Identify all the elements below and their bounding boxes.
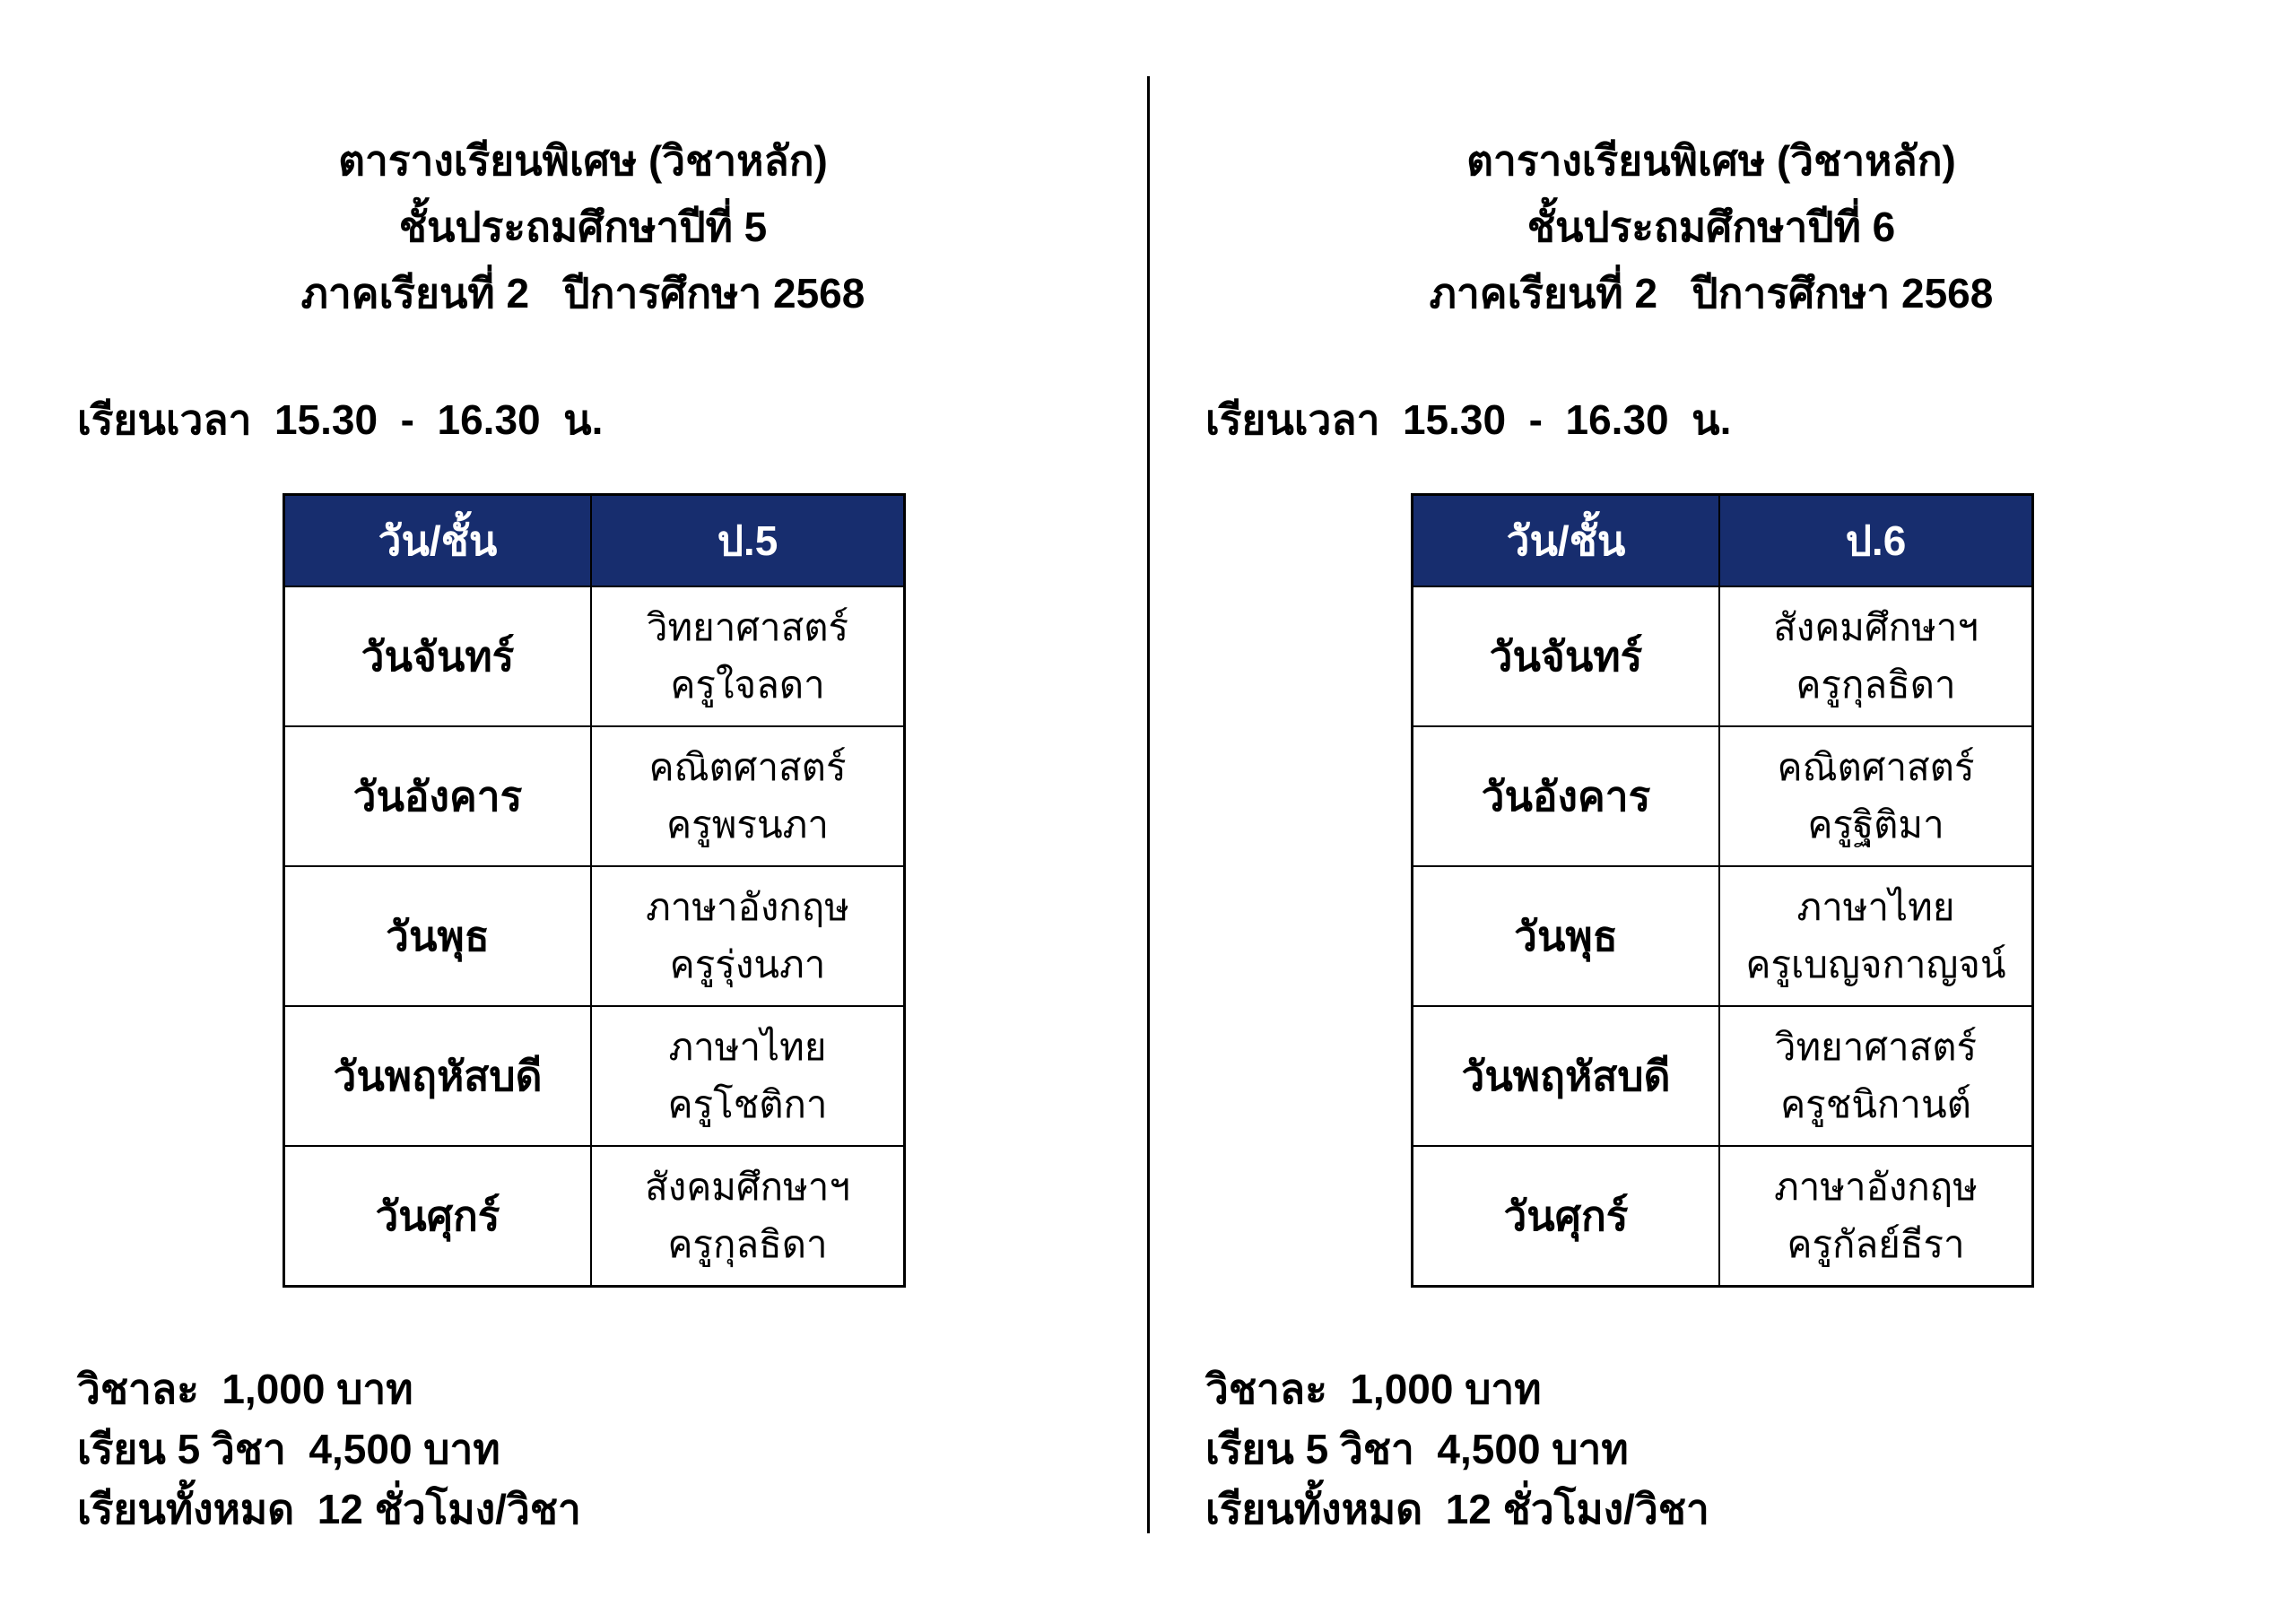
class-time-text: เรียนเวลา 15.30 - 16.30 น. bbox=[77, 396, 604, 443]
teacher-name: ครูเบญจกาญจน์ bbox=[1745, 943, 2006, 985]
subject-cell bbox=[592, 867, 903, 1005]
subject-name: ภาษาไทย bbox=[668, 1026, 827, 1068]
subject-cell bbox=[1720, 867, 2031, 1005]
schedule-panel-p6 bbox=[1182, 0, 2240, 1623]
table-row bbox=[1413, 1005, 2031, 1145]
table-row bbox=[1413, 1145, 2031, 1285]
table-row bbox=[1413, 725, 2031, 865]
semester-subtitle: ภาคเรียนที่ 2 ปีการศึกษา 2568 bbox=[300, 270, 865, 317]
day-cell: วันอังคาร bbox=[285, 727, 592, 865]
subject-cell bbox=[592, 727, 903, 865]
subject-name: ภาษาอังกฤษ bbox=[646, 886, 849, 928]
day-cell: วันศุกร์ bbox=[285, 1147, 592, 1285]
table-row bbox=[285, 725, 903, 865]
day-cell: วันพุธ bbox=[285, 867, 592, 1005]
table-row bbox=[1413, 586, 2031, 725]
subject-name: คณิตศาสตร์ bbox=[648, 746, 847, 788]
price-all-subjects: เรียน 5 วิชา 4,500 บาท bbox=[77, 1426, 500, 1472]
table-row bbox=[1413, 865, 2031, 1005]
price-per-subject: วิชาละ 1,000 บาท bbox=[77, 1366, 413, 1412]
subject-name: คณิตศาสตร์ bbox=[1777, 746, 1975, 788]
header-day-class: วัน/ชั้น bbox=[1413, 496, 1720, 586]
subject-name: สังคมศึกษาฯ bbox=[1773, 606, 1979, 648]
grade-subtitle: ชั้นประถมศึกษาปีที่ 5 bbox=[398, 204, 768, 250]
subject-name: ภาษาไทย bbox=[1796, 886, 1955, 928]
subject-cell bbox=[592, 587, 903, 725]
class-time-text: เรียนเวลา 15.30 - 16.30 น. bbox=[1205, 396, 1732, 443]
subject-name: วิทยาศาสตร์ bbox=[1774, 1026, 1978, 1068]
table-row bbox=[285, 586, 903, 725]
table-header-row bbox=[1413, 496, 2031, 586]
title-block bbox=[1182, 127, 2240, 326]
header-day-class: วัน/ชั้น bbox=[285, 496, 592, 586]
day-cell: วันจันทร์ bbox=[1413, 587, 1720, 725]
subject-cell bbox=[592, 1147, 903, 1285]
schedule-panel-p5 bbox=[54, 0, 1112, 1623]
subject-name: วิทยาศาสตร์ bbox=[646, 606, 849, 648]
day-cell: วันอังคาร bbox=[1413, 727, 1720, 865]
day-cell: วันพุธ bbox=[1413, 867, 1720, 1005]
vertical-divider bbox=[1147, 76, 1150, 1533]
total-hours: เรียนทั้งหมด 12 ชั่วโมง/วิชา bbox=[77, 1486, 581, 1532]
day-cell: วันศุกร์ bbox=[1413, 1147, 1720, 1285]
teacher-name: ครูใจลดา bbox=[670, 664, 825, 706]
title-block bbox=[54, 127, 1112, 326]
subject-cell bbox=[1720, 1147, 2031, 1285]
table-row bbox=[285, 865, 903, 1005]
subject-name: สังคมศึกษาฯ bbox=[645, 1166, 850, 1208]
semester-subtitle: ภาคเรียนที่ 2 ปีการศึกษา 2568 bbox=[1429, 270, 1994, 317]
total-hours: เรียนทั้งหมด 12 ชั่วโมง/วิชา bbox=[1205, 1486, 1709, 1532]
day-cell: วันพฤหัสบดี bbox=[285, 1007, 592, 1145]
header-grade: ป.5 bbox=[717, 517, 778, 564]
document-title: ตารางเรียนพิเศษ (วิชาหลัก) bbox=[1466, 137, 1956, 184]
subject-cell bbox=[592, 1007, 903, 1145]
document-title: ตารางเรียนพิเศษ (วิชาหลัก) bbox=[338, 137, 828, 184]
teacher-name: ครูฐิติมา bbox=[1807, 803, 1944, 846]
teacher-name: ครูกุลธิดา bbox=[1796, 664, 1956, 706]
table-header-row bbox=[285, 496, 903, 586]
teacher-name: ครูกัลย์ธีรา bbox=[1787, 1223, 1965, 1265]
schedule-table bbox=[1411, 493, 2034, 1288]
price-per-subject: วิชาละ 1,000 บาท bbox=[1205, 1366, 1542, 1412]
pricing-block bbox=[77, 1359, 581, 1540]
teacher-name: ครูโชติกา bbox=[667, 1083, 828, 1125]
teacher-name: ครูพรนภา bbox=[666, 803, 829, 846]
subject-cell bbox=[1720, 727, 2031, 865]
teacher-name: ครูชนิกานต์ bbox=[1780, 1083, 1971, 1125]
table-row bbox=[285, 1005, 903, 1145]
header-grade: ป.6 bbox=[1845, 517, 1907, 564]
table-row bbox=[285, 1145, 903, 1285]
subject-name: ภาษาอังกฤษ bbox=[1774, 1166, 1978, 1208]
subject-cell bbox=[1720, 587, 2031, 725]
day-cell: วันพฤหัสบดี bbox=[1413, 1007, 1720, 1145]
subject-cell bbox=[1720, 1007, 2031, 1145]
teacher-name: ครูรุ่งนภา bbox=[669, 943, 826, 985]
grade-subtitle: ชั้นประถมศึกษาปีที่ 6 bbox=[1526, 204, 1896, 250]
teacher-name: ครูกุลธิดา bbox=[667, 1223, 828, 1265]
pricing-block bbox=[1205, 1359, 1709, 1540]
price-all-subjects: เรียน 5 วิชา 4,500 บาท bbox=[1205, 1426, 1629, 1472]
schedule-table bbox=[283, 493, 906, 1288]
day-cell: วันจันทร์ bbox=[285, 587, 592, 725]
